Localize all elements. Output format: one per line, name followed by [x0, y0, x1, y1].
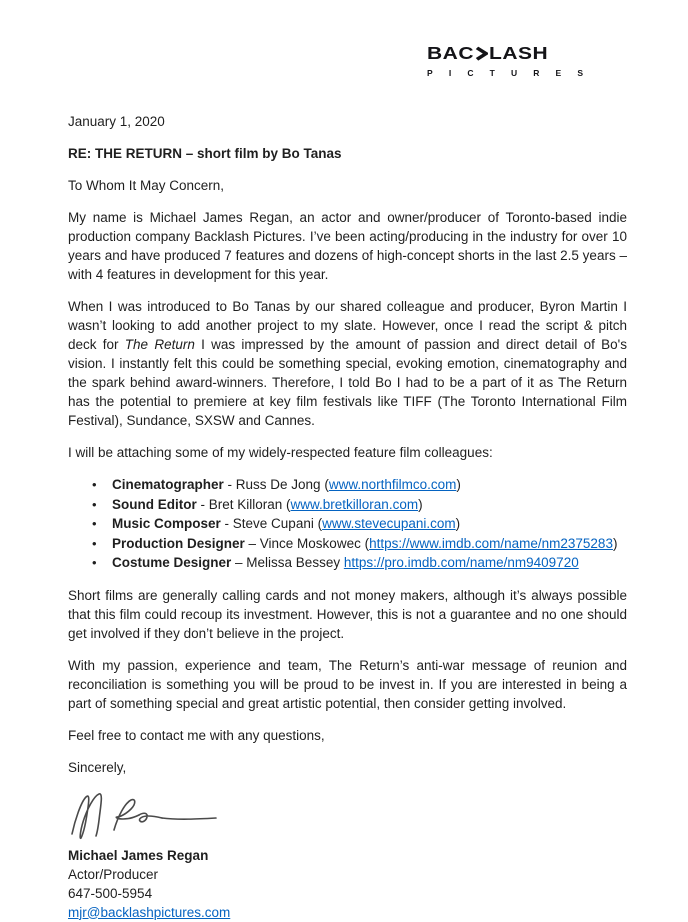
colleague-text: - Steve Cupani (	[220, 516, 323, 531]
brand-sub-letter: I	[448, 68, 452, 78]
film-title-italic: The Return	[124, 337, 195, 352]
closing-line: Feel free to contact me with any questions,	[68, 727, 325, 743]
list-item-cinematographer	[68, 475, 627, 495]
brand-name	[427, 45, 585, 62]
paragraph-intro: My name is Michael James Regan, an actor and owner/producer of Toronto-based indie production company Backlash Pictures. I’ve been acting/producing in the industry for over 10 years and have produced 7 features and dozens of high-concept shorts in the last 2.5 years – with 4 features in development for this year.	[68, 210, 627, 282]
letter-content	[68, 112, 627, 922]
paragraph-project-seg2: I was impressed by the amount of passion and direct detail of Bo's vision. I instantly felt this could be something special, evoking emotion, cinematography and the spark behind award-winners. Therefore, I told Bo I had to be a part of it as The Return has the potential to premiere at key film festivals like TIFF (The Toronto International Film Festival), Sundance, SXSW and Cannes.	[68, 337, 627, 428]
paragraph-project-seg1: When I was introduced to Bo Tanas by our shared colleague and producer, Byron Martin I wasn’t looking to add another project to my slate. However, once I read the script & pitch deck for	[68, 299, 627, 352]
list-item-production-designer	[68, 534, 627, 554]
colleague-link[interactable]: https://www.imdb.com/name/nm2375283	[369, 535, 613, 551]
colleague-link[interactable]: www.bretkilloran.com	[290, 496, 419, 512]
paragraph-disclaimer: Short films are generally calling cards and not money makers, although it’s always possible that this film could recoup its investment. However, this is not a guarantee and no one should get involved if they don’t believe in the project.	[68, 587, 627, 641]
attach-intro-line: I will be attaching some of my widely-respected feature film colleagues:	[68, 445, 493, 460]
brand-sub-letter: E	[555, 68, 562, 78]
colleague-text: - Russ De Jong (	[223, 477, 329, 492]
subject-line: RE: THE RETURN – short film by Bo Tanas	[68, 146, 342, 161]
list-item-costume-designer	[68, 553, 627, 573]
brand-sub-letter: U	[510, 68, 518, 78]
brand-subtitle	[427, 69, 583, 78]
salutation: To Whom It May Concern,	[68, 178, 225, 193]
colleague-after: )	[456, 477, 461, 492]
colleague-text: – Melissa Bessey	[231, 555, 344, 570]
sender-name: Michael James Regan	[68, 847, 209, 863]
sender-phone: 647-500-5954	[68, 885, 153, 901]
colleague-list	[68, 475, 627, 573]
chevron-k-icon	[475, 47, 488, 61]
letter-date: January 1, 2020	[68, 114, 165, 129]
colleague-link[interactable]: www.northfilmco.com	[328, 477, 457, 492]
signoff: Sincerely,	[68, 759, 127, 775]
colleague-after: )	[455, 516, 461, 531]
brand-sub-letter: S	[577, 68, 583, 78]
colleague-link[interactable]: https://pro.imdb.com/name/nm9409720	[343, 555, 579, 570]
colleague-role: Costume Designer	[112, 555, 232, 570]
paragraph-pitch: With my passion, experience and team, The Return’s anti-war message of reunion and reconciliation is something you will be proud to be invest in. If you are interested in being a part of something special and great artistic potential, then consider getting involved.	[68, 657, 627, 711]
brand-sub-letter: R	[533, 68, 540, 78]
colleague-after: )	[612, 535, 618, 551]
brand-name-pre: BAC	[427, 44, 474, 64]
paragraph-project	[68, 297, 627, 430]
list-item-sound-editor	[68, 495, 627, 515]
signature-image	[68, 790, 627, 840]
colleague-text: – Vince Moskowec (	[244, 535, 370, 551]
brand-sub-letter: P	[427, 68, 433, 78]
colleague-after: )	[418, 496, 423, 512]
colleague-text: - Bret Killoran (	[196, 496, 291, 512]
colleague-role: Sound Editor	[112, 496, 197, 512]
sender-title: Actor/Producer	[68, 866, 159, 882]
list-item-music-composer	[68, 514, 627, 534]
colleague-role: Cinematographer	[112, 477, 224, 492]
company-logo	[427, 45, 585, 78]
colleague-role: Music Composer	[112, 516, 221, 531]
colleague-role: Production Designer	[112, 535, 245, 551]
brand-sub-letter: T	[489, 68, 495, 78]
colleague-link[interactable]: www.stevecupani.com	[322, 516, 456, 531]
brand-sub-letter: C	[467, 68, 474, 78]
sender-email-link[interactable]: mjr@backlashpictures.com	[68, 904, 231, 920]
brand-name-post: LASH	[489, 44, 549, 64]
